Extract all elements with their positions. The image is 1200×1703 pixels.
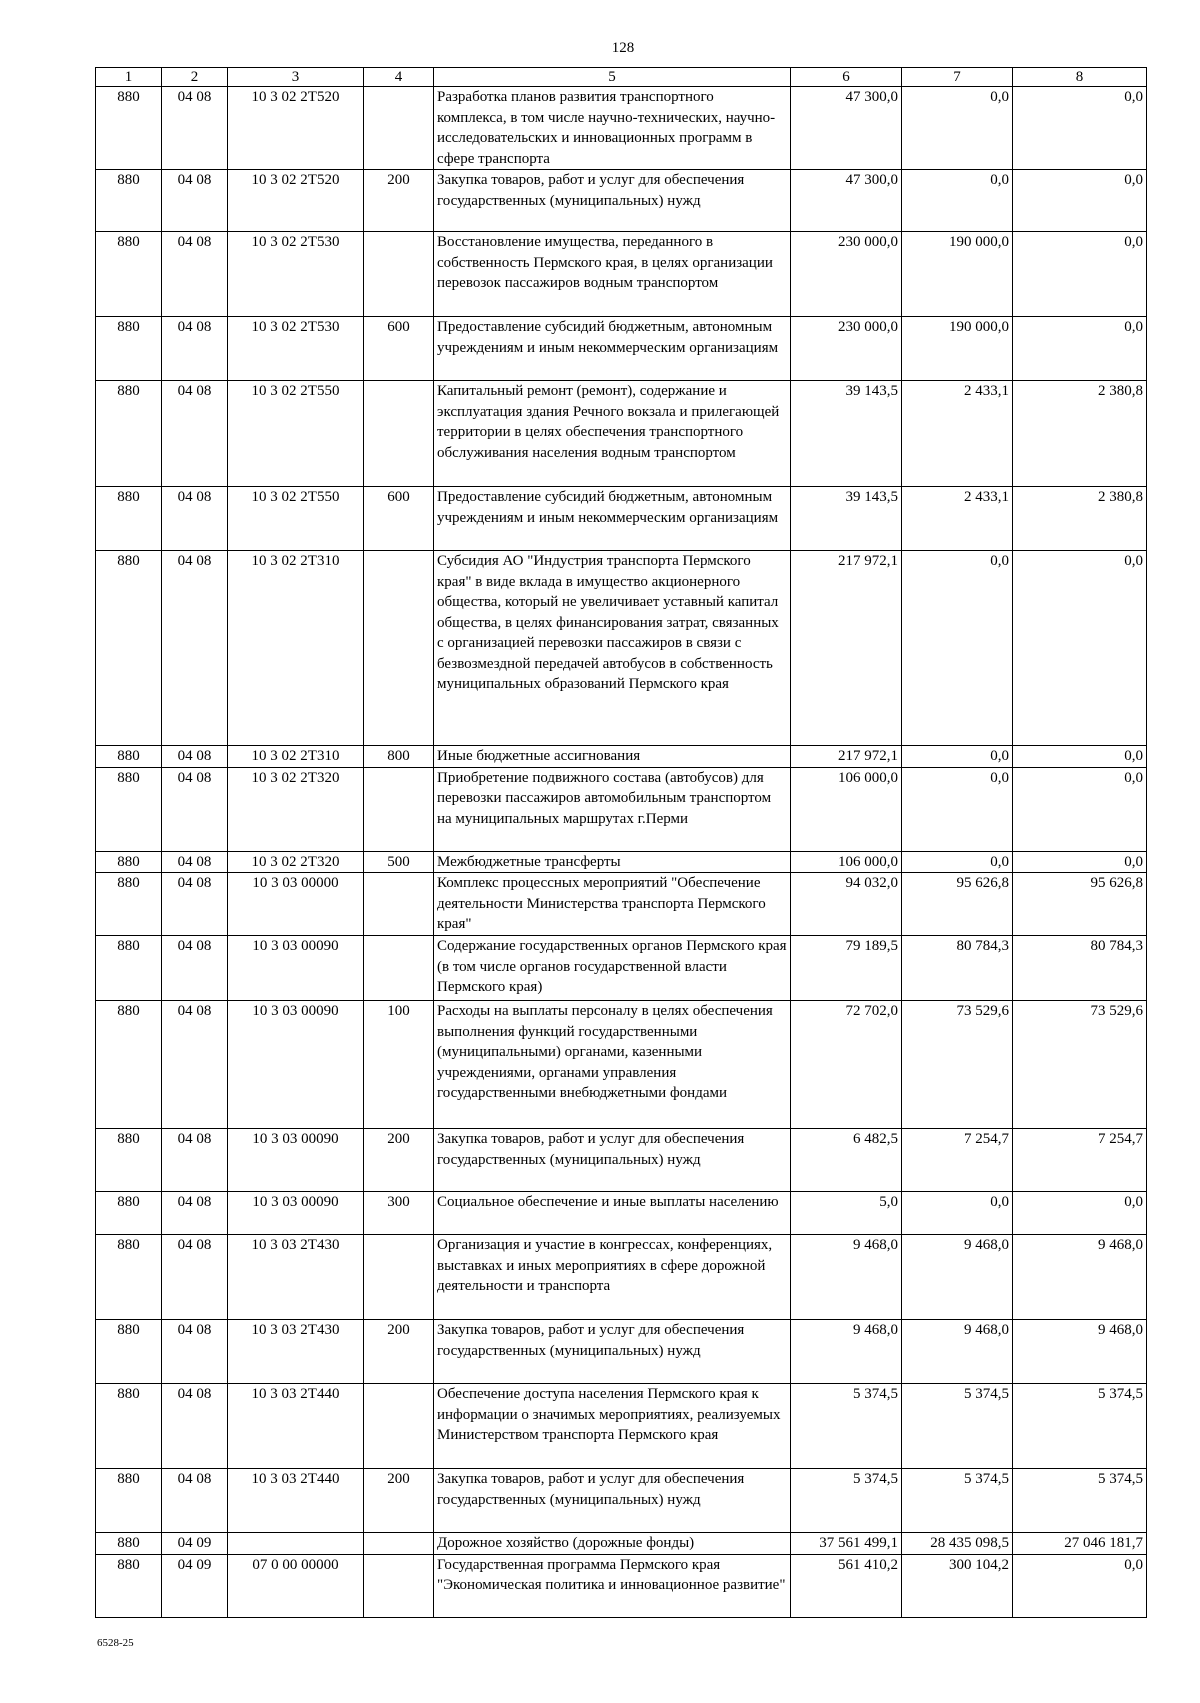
amount-col8-cell: 0,0 xyxy=(1013,1554,1147,1617)
amount-col7-cell: 0,0 xyxy=(902,87,1013,170)
amount-col8-cell: 0,0 xyxy=(1013,851,1147,873)
admin-code-cell: 880 xyxy=(96,487,162,551)
target-article-cell: 10 3 02 2T320 xyxy=(228,767,364,851)
table-row xyxy=(96,1533,1147,1555)
section-cell: 04 08 xyxy=(162,87,228,170)
amount-col8-cell: 0,0 xyxy=(1013,170,1147,232)
admin-code-cell: 880 xyxy=(96,1129,162,1192)
expense-type-cell: 200 xyxy=(364,1469,434,1533)
amount-col8-cell: 73 529,6 xyxy=(1013,1001,1147,1129)
col-header-5: 5 xyxy=(434,68,791,87)
amount-col7-cell: 0,0 xyxy=(902,1192,1013,1235)
description-cell: Закупка товаров, работ и услуг для обеспечения государственных (муниципальных) нужд xyxy=(434,1129,791,1192)
table-row xyxy=(96,232,1147,317)
amount-col7-cell: 5 374,5 xyxy=(902,1384,1013,1469)
target-article-cell: 10 3 03 00000 xyxy=(228,873,364,936)
expense-type-cell xyxy=(364,87,434,170)
admin-code-cell: 880 xyxy=(96,746,162,768)
expense-type-cell xyxy=(364,551,434,746)
section-cell: 04 08 xyxy=(162,1235,228,1320)
table-row xyxy=(96,381,1147,487)
amount-col6-cell: 47 300,0 xyxy=(791,170,902,232)
amount-col6-cell: 106 000,0 xyxy=(791,767,902,851)
admin-code-cell: 880 xyxy=(96,1320,162,1384)
amount-col8-cell: 0,0 xyxy=(1013,551,1147,746)
section-cell: 04 08 xyxy=(162,936,228,1001)
section-cell: 04 08 xyxy=(162,551,228,746)
description-cell: Предоставление субсидий бюджетным, автономным учреждениям и иным некоммерческим организациям xyxy=(434,317,791,381)
amount-col7-cell: 80 784,3 xyxy=(902,936,1013,1001)
col-header-8: 8 xyxy=(1013,68,1147,87)
amount-col7-cell: 9 468,0 xyxy=(902,1320,1013,1384)
admin-code-cell: 880 xyxy=(96,1554,162,1617)
expense-type-cell xyxy=(364,232,434,317)
amount-col7-cell: 2 433,1 xyxy=(902,487,1013,551)
target-article-cell: 10 3 02 2T530 xyxy=(228,317,364,381)
expense-type-cell: 200 xyxy=(364,1129,434,1192)
section-cell: 04 08 xyxy=(162,170,228,232)
table-row xyxy=(96,551,1147,746)
target-article-cell: 10 3 02 2T520 xyxy=(228,170,364,232)
description-cell: Расходы на выплаты персоналу в целях обеспечения выполнения функций государственными (муниципальными) органами, казенными учреждениями, органами управления государственными внебюджетными фондами xyxy=(434,1001,791,1129)
amount-col8-cell: 0,0 xyxy=(1013,232,1147,317)
expense-type-cell xyxy=(364,381,434,487)
section-cell: 04 08 xyxy=(162,1001,228,1129)
table-row xyxy=(96,317,1147,381)
table-row xyxy=(96,1129,1147,1192)
amount-col7-cell: 190 000,0 xyxy=(902,317,1013,381)
amount-col8-cell: 9 468,0 xyxy=(1013,1320,1147,1384)
amount-col7-cell: 0,0 xyxy=(902,551,1013,746)
description-cell: Содержание государственных органов Пермского края (в том числе органов государственной власти Пермского края) xyxy=(434,936,791,1001)
amount-col6-cell: 72 702,0 xyxy=(791,1001,902,1129)
admin-code-cell: 880 xyxy=(96,851,162,873)
amount-col8-cell: 0,0 xyxy=(1013,87,1147,170)
expense-type-cell: 100 xyxy=(364,1001,434,1129)
description-cell: Социальное обеспечение и иные выплаты населению xyxy=(434,1192,791,1235)
target-article-cell: 10 3 02 2T530 xyxy=(228,232,364,317)
section-cell: 04 08 xyxy=(162,1384,228,1469)
target-article-cell: 10 3 02 2T310 xyxy=(228,551,364,746)
admin-code-cell: 880 xyxy=(96,767,162,851)
expense-type-cell: 600 xyxy=(364,317,434,381)
admin-code-cell: 880 xyxy=(96,87,162,170)
amount-col6-cell: 5 374,5 xyxy=(791,1469,902,1533)
description-cell: Комплекс процессных мероприятий "Обеспечение деятельности Министерства транспорта Пермского края" xyxy=(434,873,791,936)
description-cell: Восстановление имущества, переданного в собственность Пермского края, в целях организации перевозок пассажиров водным транспортом xyxy=(434,232,791,317)
expense-type-cell: 800 xyxy=(364,746,434,768)
admin-code-cell: 880 xyxy=(96,1384,162,1469)
expense-type-cell xyxy=(364,1384,434,1469)
amount-col7-cell: 28 435 098,5 xyxy=(902,1533,1013,1555)
section-cell: 04 08 xyxy=(162,487,228,551)
table-row xyxy=(96,873,1147,936)
amount-col8-cell: 95 626,8 xyxy=(1013,873,1147,936)
target-article-cell: 10 3 03 2T430 xyxy=(228,1235,364,1320)
table-row xyxy=(96,936,1147,1001)
amount-col8-cell: 0,0 xyxy=(1013,317,1147,381)
amount-col7-cell: 9 468,0 xyxy=(902,1235,1013,1320)
amount-col6-cell: 47 300,0 xyxy=(791,87,902,170)
expense-type-cell xyxy=(364,1533,434,1555)
amount-col6-cell: 230 000,0 xyxy=(791,317,902,381)
admin-code-cell: 880 xyxy=(96,317,162,381)
section-cell: 04 08 xyxy=(162,851,228,873)
target-article-cell: 07 0 00 00000 xyxy=(228,1554,364,1617)
amount-col7-cell: 5 374,5 xyxy=(902,1469,1013,1533)
amount-col8-cell: 5 374,5 xyxy=(1013,1469,1147,1533)
expense-type-cell: 200 xyxy=(364,1320,434,1384)
amount-col6-cell: 106 000,0 xyxy=(791,851,902,873)
table-row xyxy=(96,1192,1147,1235)
col-header-3: 3 xyxy=(228,68,364,87)
col-header-4: 4 xyxy=(364,68,434,87)
amount-col8-cell: 9 468,0 xyxy=(1013,1235,1147,1320)
target-article-cell: 10 3 03 00090 xyxy=(228,1001,364,1129)
col-header-1: 1 xyxy=(96,68,162,87)
target-article-cell: 10 3 02 2T550 xyxy=(228,381,364,487)
admin-code-cell: 880 xyxy=(96,551,162,746)
target-article-cell: 10 3 02 2T320 xyxy=(228,851,364,873)
expense-type-cell xyxy=(364,936,434,1001)
target-article-cell: 10 3 02 2T310 xyxy=(228,746,364,768)
amount-col7-cell: 73 529,6 xyxy=(902,1001,1013,1129)
section-cell: 04 09 xyxy=(162,1533,228,1555)
amount-col7-cell: 0,0 xyxy=(902,170,1013,232)
table-row xyxy=(96,1469,1147,1533)
amount-col6-cell: 217 972,1 xyxy=(791,746,902,768)
section-cell: 04 08 xyxy=(162,746,228,768)
amount-col7-cell: 0,0 xyxy=(902,746,1013,768)
amount-col7-cell: 2 433,1 xyxy=(902,381,1013,487)
col-header-7: 7 xyxy=(902,68,1013,87)
admin-code-cell: 880 xyxy=(96,1235,162,1320)
description-cell: Организация и участие в конгрессах, конференциях, выставках и иных мероприятиях в сфере дорожной деятельности и транспорта xyxy=(434,1235,791,1320)
amount-col6-cell: 561 410,2 xyxy=(791,1554,902,1617)
footer-document-code: 6528-25 xyxy=(97,1637,134,1649)
amount-col8-cell: 27 046 181,7 xyxy=(1013,1533,1147,1555)
amount-col8-cell: 80 784,3 xyxy=(1013,936,1147,1001)
amount-col6-cell: 39 143,5 xyxy=(791,381,902,487)
amount-col6-cell: 5 374,5 xyxy=(791,1384,902,1469)
admin-code-cell: 880 xyxy=(96,1469,162,1533)
description-cell: Закупка товаров, работ и услуг для обеспечения государственных (муниципальных) нужд xyxy=(434,170,791,232)
target-article-cell: 10 3 03 2T440 xyxy=(228,1469,364,1533)
header-row xyxy=(96,68,1147,87)
amount-col8-cell: 0,0 xyxy=(1013,767,1147,851)
admin-code-cell: 880 xyxy=(96,1001,162,1129)
description-cell: Межбюджетные трансферты xyxy=(434,851,791,873)
expense-type-cell xyxy=(364,1554,434,1617)
table-row xyxy=(96,1384,1147,1469)
amount-col8-cell: 7 254,7 xyxy=(1013,1129,1147,1192)
col-header-6: 6 xyxy=(791,68,902,87)
admin-code-cell: 880 xyxy=(96,232,162,317)
description-cell: Приобретение подвижного состава (автобусов) для перевозки пассажиров автомобильным транспортом на муниципальных маршрутах г.Перми xyxy=(434,767,791,851)
description-cell: Разработка планов развития транспортного комплекса, в том числе научно-технических, научно-исследовательских и инновационных программ в сфере транспорта xyxy=(434,87,791,170)
table-row xyxy=(96,767,1147,851)
amount-col6-cell: 9 468,0 xyxy=(791,1235,902,1320)
amount-col6-cell: 230 000,0 xyxy=(791,232,902,317)
target-article-cell: 10 3 02 2T520 xyxy=(228,87,364,170)
section-cell: 04 08 xyxy=(162,1192,228,1235)
amount-col8-cell: 2 380,8 xyxy=(1013,487,1147,551)
section-cell: 04 08 xyxy=(162,1129,228,1192)
amount-col7-cell: 300 104,2 xyxy=(902,1554,1013,1617)
section-cell: 04 08 xyxy=(162,381,228,487)
budget-table xyxy=(95,67,1147,1618)
description-cell: Закупка товаров, работ и услуг для обеспечения государственных (муниципальных) нужд xyxy=(434,1320,791,1384)
section-cell: 04 08 xyxy=(162,873,228,936)
amount-col6-cell: 9 468,0 xyxy=(791,1320,902,1384)
target-article-cell: 10 3 03 2T440 xyxy=(228,1384,364,1469)
amount-col6-cell: 37 561 499,1 xyxy=(791,1533,902,1555)
amount-col8-cell: 5 374,5 xyxy=(1013,1384,1147,1469)
target-article-cell: 10 3 03 2T430 xyxy=(228,1320,364,1384)
section-cell: 04 08 xyxy=(162,1320,228,1384)
target-article-cell: 10 3 03 00090 xyxy=(228,1129,364,1192)
table-row xyxy=(96,1554,1147,1617)
table-row xyxy=(96,851,1147,873)
target-article-cell: 10 3 03 00090 xyxy=(228,1192,364,1235)
amount-col7-cell: 7 254,7 xyxy=(902,1129,1013,1192)
table-row xyxy=(96,746,1147,768)
description-cell: Обеспечение доступа населения Пермского края к информации о значимых мероприятиях, реализуемых Министерством транспорта Пермского края xyxy=(434,1384,791,1469)
amount-col6-cell: 6 482,5 xyxy=(791,1129,902,1192)
table-row xyxy=(96,87,1147,170)
description-cell: Дорожное хозяйство (дорожные фонды) xyxy=(434,1533,791,1555)
admin-code-cell: 880 xyxy=(96,1192,162,1235)
table-row xyxy=(96,1001,1147,1129)
section-cell: 04 08 xyxy=(162,1469,228,1533)
description-cell: Государственная программа Пермского края "Экономическая политика и инновационное развитие" xyxy=(434,1554,791,1617)
amount-col8-cell: 0,0 xyxy=(1013,1192,1147,1235)
expense-type-cell: 500 xyxy=(364,851,434,873)
description-cell: Закупка товаров, работ и услуг для обеспечения государственных (муниципальных) нужд xyxy=(434,1469,791,1533)
expense-type-cell: 200 xyxy=(364,170,434,232)
amount-col8-cell: 2 380,8 xyxy=(1013,381,1147,487)
amount-col8-cell: 0,0 xyxy=(1013,746,1147,768)
expense-type-cell: 600 xyxy=(364,487,434,551)
table-row xyxy=(96,487,1147,551)
admin-code-cell: 880 xyxy=(96,1533,162,1555)
amount-col7-cell: 95 626,8 xyxy=(902,873,1013,936)
admin-code-cell: 880 xyxy=(96,381,162,487)
page-number: 128 xyxy=(611,40,635,56)
amount-col6-cell: 5,0 xyxy=(791,1192,902,1235)
section-cell: 04 08 xyxy=(162,767,228,851)
section-cell: 04 08 xyxy=(162,317,228,381)
target-article-cell: 10 3 03 00090 xyxy=(228,936,364,1001)
section-cell: 04 08 xyxy=(162,232,228,317)
target-article-cell: 10 3 02 2T550 xyxy=(228,487,364,551)
table-row xyxy=(96,1320,1147,1384)
section-cell: 04 09 xyxy=(162,1554,228,1617)
table-row xyxy=(96,1235,1147,1320)
amount-col6-cell: 39 143,5 xyxy=(791,487,902,551)
amount-col7-cell: 0,0 xyxy=(902,767,1013,851)
description-cell: Предоставление субсидий бюджетным, автономным учреждениям и иным некоммерческим организациям xyxy=(434,487,791,551)
amount-col7-cell: 0,0 xyxy=(902,851,1013,873)
amount-col7-cell: 190 000,0 xyxy=(902,232,1013,317)
admin-code-cell: 880 xyxy=(96,170,162,232)
description-cell: Иные бюджетные ассигнования xyxy=(434,746,791,768)
expense-type-cell xyxy=(364,1235,434,1320)
admin-code-cell: 880 xyxy=(96,936,162,1001)
target-article-cell xyxy=(228,1533,364,1555)
expense-type-cell: 300 xyxy=(364,1192,434,1235)
admin-code-cell: 880 xyxy=(96,873,162,936)
col-header-2: 2 xyxy=(162,68,228,87)
expense-type-cell xyxy=(364,873,434,936)
description-cell: Субсидия АО "Индустрия транспорта Пермского края" в виде вклада в имущество акционерного общества, который не увеличивает уставный капитал общества, в целях финансирования затрат, связанных с организацией перевозки пассажиров в связи с безвозмездной передачей автобусов в собственность муниципальных образований Пермского края xyxy=(434,551,791,746)
amount-col6-cell: 79 189,5 xyxy=(791,936,902,1001)
amount-col6-cell: 217 972,1 xyxy=(791,551,902,746)
amount-col6-cell: 94 032,0 xyxy=(791,873,902,936)
expense-type-cell xyxy=(364,767,434,851)
description-cell: Капитальный ремонт (ремонт), содержание и эксплуатация здания Речного вокзала и прилегающей территории в целях обеспечения транспортного обслуживания населения водным транспортом xyxy=(434,381,791,487)
table-row xyxy=(96,170,1147,232)
